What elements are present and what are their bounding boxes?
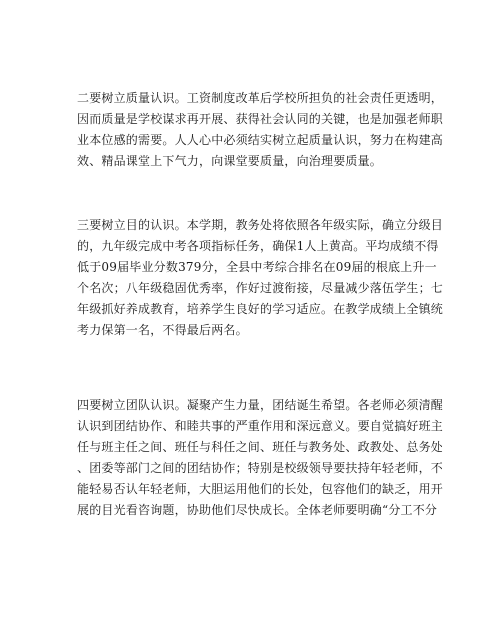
text-line: 考力保第一名，不得最后两名。 [77, 323, 248, 337]
text-line: 任与班主任之间、班任与科任之间、班任与教务处、政教处、总务处 [77, 440, 444, 454]
text-line: 低于09届毕业分数379分，全县中考综合排名在09届的根底上升一 [77, 260, 437, 274]
text-line: 效、精品课堂上下气力，向课堂要质量，向治理要质量。 [77, 154, 383, 168]
text-line: 的，九年级完成中考各项指标任务，确保1人上黄高。平均成绩不得 [77, 239, 439, 253]
paragraph-quality-awareness [77, 88, 444, 172]
paragraph-goal-awareness [77, 215, 444, 341]
text-line: 展的目光看咨询题，协助他们尽快成长。全体老师要明确“分工不分 [77, 503, 438, 517]
text-line: 、团委等部门之间的团结协作；特别是校级领导要扶持年轻老师，不 [77, 461, 444, 475]
text-line: 三要树立目的认识。本学期，教务处将依照各年级实际，确立分级目 [77, 218, 444, 232]
text-line: 个名次；八年级稳固优秀率，作好过渡衔接，尽量减少落伍学生；七 [77, 281, 444, 295]
text-line: 因而质量是学校谋求再开展、获得社会认同的关键，也是加强老师职 [77, 112, 444, 126]
text-line: 认识到团结协作、和睦共事的严重作用和深远意义。要自觉搞好班主 [77, 419, 444, 433]
text-line: 四要树立团队认识。凝聚产生力量，团结诞生希望。各老师必须清醒 [77, 398, 444, 412]
text-line: 年级抓好养成教育，培养学生良好的学习适应。在教学成绩上全镇统 [77, 302, 444, 316]
text-line: 二要树立质量认识。工资制度改革后学校所担负的社会责任更透明， [77, 91, 444, 105]
text-line: 业本位感的需要。人人心中必须结实树立起质量认识，努力在构建高 [77, 133, 444, 147]
text-line: 能轻易否认年轻老师，大胆运用他们的长处，包容他们的缺乏，用开 [77, 482, 444, 496]
paragraph-team-awareness [77, 395, 444, 521]
